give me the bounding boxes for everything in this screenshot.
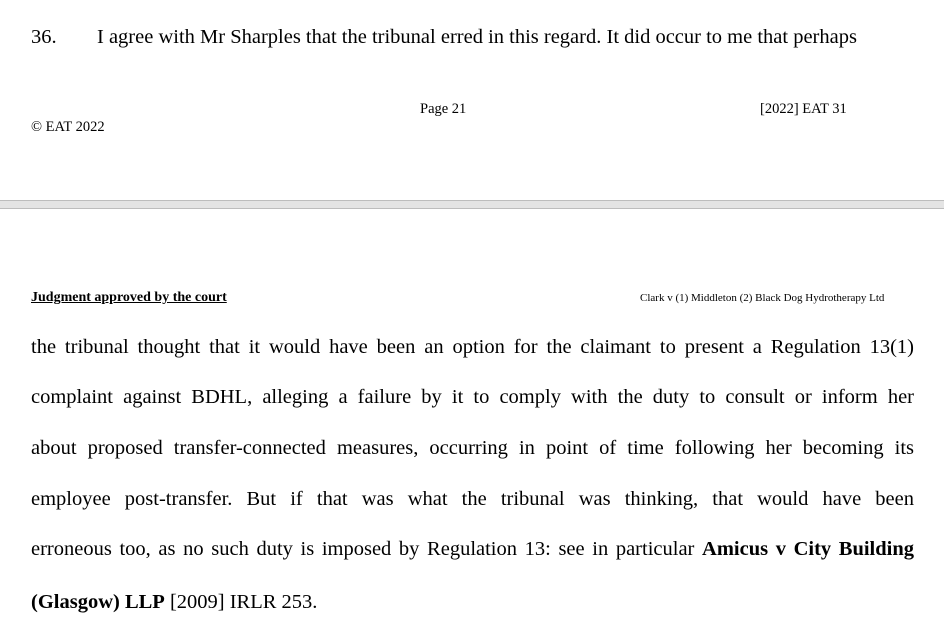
footer-page-number: Page 21	[420, 101, 467, 117]
case-name-bold: Amicus v City Building	[702, 538, 914, 560]
paragraph-number: 36.	[31, 26, 57, 48]
body-text: [2009] IRLR 253.	[164, 591, 318, 613]
body-line: about proposed transfer-connected measures, occurring in point of time following her becoming its	[31, 437, 914, 459]
footer-citation: [2022] EAT 31	[760, 101, 847, 117]
body-line: the tribunal thought that it would have been an option for the claimant to present a Regulation 13(1)	[31, 336, 914, 358]
header-judgment-label: Judgment approved by the court	[31, 290, 227, 305]
case-name-bold: (Glasgow) LLP	[31, 591, 165, 613]
body-line	[31, 591, 914, 614]
body-text: erroneous too, as no such duty is imposed by Regulation 13: see in particular	[31, 538, 703, 560]
header-case-title: Clark v (1) Middleton (2) Black Dog Hydrotherapy Ltd	[640, 292, 885, 304]
page-separator	[0, 200, 944, 209]
body-line	[31, 538, 914, 561]
body-line: complaint against BDHL, alleging a failure by it to comply with the duty to consult or inform her	[31, 386, 914, 408]
paragraph-text: I agree with Mr Sharples that the tribunal erred in this regard. It did occur to me that perhaps	[97, 26, 857, 48]
previous-page	[0, 0, 944, 200]
footer-copyright: © EAT 2022	[31, 119, 105, 135]
paragraph-36	[31, 26, 857, 49]
body-line: employee post-transfer. But if that was what the tribunal was thinking, that would have been	[31, 488, 914, 510]
